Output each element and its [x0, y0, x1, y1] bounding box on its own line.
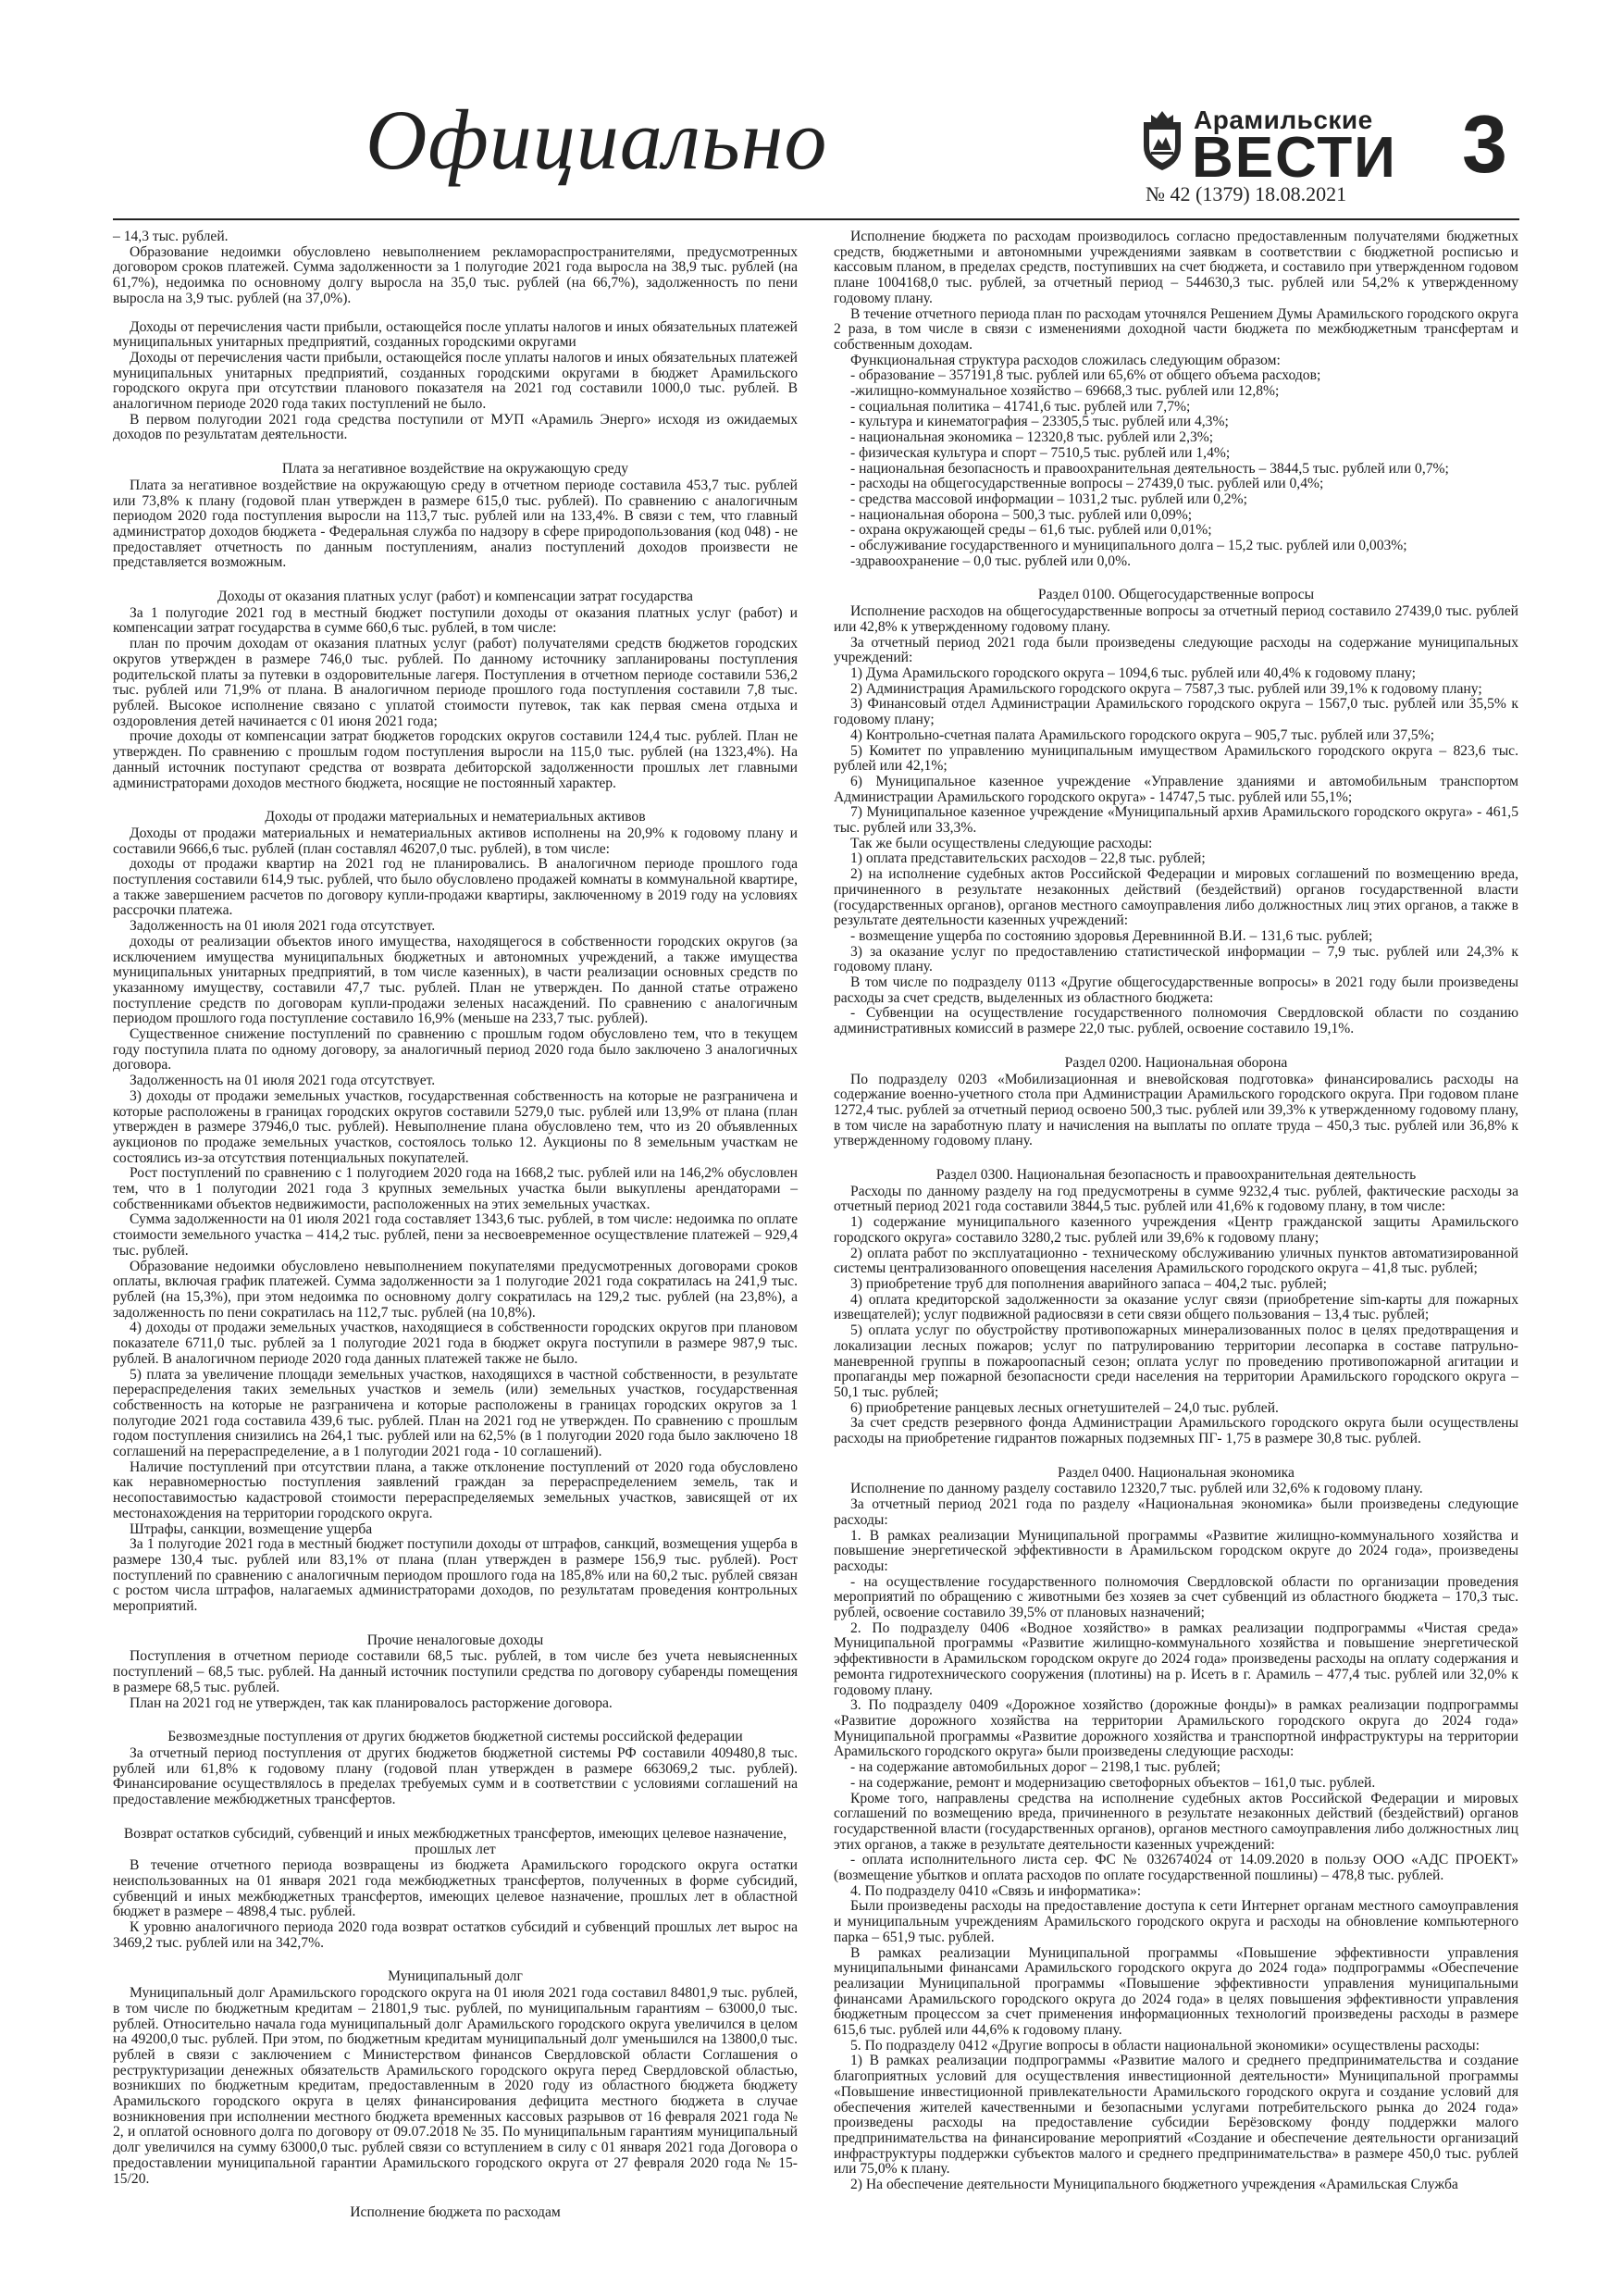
- paragraph: - средства массовой информации – 1031,2 тыс. рублей или 0,2%;: [850, 490, 1247, 507]
- paragraph: Функциональная структура расходов сложилась следующим образом:: [850, 352, 1281, 368]
- paragraph: Муниципальный долг Арамильского городского округа на 01 июля 2021 года составил 84801,9 тыс. рублей, в том числе по бюджетным кредитам – 21801,9 тыс. рублей, по муниципальным гарантиям – 63000,0 тыс. рублей. Относительно начала года муниципальный долг Арамильского городского округа увеличился в целом на 49200,0 тыс. рублей. При этом, по бюджетным кредитам муниципальный долг уменьшился на 13800,0 тыс. рублей в связи с заключением с Министерством финансов Свердловской области Соглашения о реструктуризации денежных обязательств Арамильского городского округа перед Свердловской областью, возникших по бюджетным кредитам, предоставленным в 2020 году из областного бюджета бюджету Арамильского городского округа в целях финансирования дефицита местного бюджета в случае возникновения при исполнении местного бюджета временных кассовых разрывов от 16 февраля 2021 года № 2, и оплатой основного долга по договору от 09.07.2018 № 35. По муниципальным гарантиям муниципальный долг увеличился на сумму 63000,0 тыс. рублей связи со вступлением в силу с 01 января 2021 года Договора о предоставлении муниципальной гарантии Арамильского городского округа от 27 февраля 2020 года № 15-15/20.: [113, 1985, 798, 2187]
- paragraph: 4) доходы от продажи земельных участков, находящиеся в собственности городских округов при плановом показателе 6711,0 тыс. рублей за 1 полугодие 2021 года в бюджет округа поступили в размере 987,9 тыс. рублей. В аналогичном периоде 2020 года данных платежей также не было.: [113, 1320, 798, 1367]
- paragraph-gap: [834, 569, 1518, 582]
- paragraph: прочие доходы от компенсации затрат бюджетов городских округов составили 124,4 тыс. рублей. План не утвержден. По сравнению с прошлым годом поступления выросли на 115,0 тыс. рублей (на 1323,4%). На данный источник поступают средства от возврата дебиторской задолженности прошлых лет главными администраторами доходов местного бюджета, носящие не постоянный характер.: [113, 728, 798, 791]
- paragraph: Сумма задолженности на 01 июля 2021 года составляет 1343,6 тыс. рублей, в том числе: недоимка по оплате стоимости земельного участка – 414,2 тыс. рублей, пени за несвоевременное осуществление платежей – 929,4 тыс. рублей.: [113, 1211, 798, 1259]
- paragraph: 1) оплата представительских расходов – 22,8 тыс. рублей;: [850, 850, 1206, 867]
- paragraph: - расходы на общегосударственные вопросы – 27439,0 тыс. рублей или 0,4%;: [850, 476, 1324, 492]
- paragraph: За отчетный период 2021 года по разделу «Национальная экономика» были произведены следующие расходы:: [834, 1496, 1518, 1528]
- section-heading: Муниципальный долг: [388, 1968, 523, 1985]
- section-heading: Раздел 0200. Национальная оборона: [1064, 1054, 1288, 1071]
- paragraph: За счет средств резервного фонда Администрации Арамильского городского округа были осуществлены расходы на приобретение гидрантов пожарных подземных ПГ- 1,75 в размере 30,8 тыс. рублей.: [834, 1415, 1518, 1447]
- paragraph: В рамках реализации Муниципальной программы «Повышение эффективности управления муниципальными финансами Арамильского городского округа до 2024 года» подпрограммы «Обеспечение реализации Муниципальной программы «Повышение эффективности управления муниципальными финансами Арамильского городского округа до 2024 года» в целях повышения эффективности управления бюджетным процессом за счет применения информационных технологий произведены расходы в размере 615,6 тыс. рублей или 44,6% к годовому плану.: [834, 1944, 1518, 2039]
- paragraph: Исполнение бюджета по расходам производилось согласно предоставленным получателями бюджетных средств, бюджетными и автономными учреждениями заявкам в соответствии с бюджетной росписью и кассовым планом, в пределах средств, поступивших на счет бюджета, и составило при утвержденном годовом плане 1004168,0 тыс. рублей, за отчетный период – 544630,3 тыс. рублей или 54,2% к утвержденному годовому плану.: [834, 229, 1518, 306]
- paragraph: Доходы от перечисления части прибыли, остающейся после уплаты налогов и иных обязательных платежей муниципальных унитарных предприятий, созданных городскими округами в бюджет Арамильского городского округа при отсутствии планового показателя на 2021 год составили 1000,0 тыс. рублей. В аналогичном периоде 2020 года таких поступлений не было.: [113, 349, 798, 413]
- paragraph: -жилищно-коммунальное хозяйство – 69668,3 тыс. рублей или 12,8%;: [850, 383, 1280, 400]
- paragraph-gap: [113, 791, 798, 804]
- paragraph-gap: [113, 307, 798, 320]
- paragraph: Так же были осуществлены следующие расходы:: [850, 835, 1153, 851]
- paragraph: - Субвенции на осуществление государственного полномочия Свердловской области по созданию административных комиссий в размере 22,0 тыс. рублей, освоение составило 19,1%.: [834, 1005, 1518, 1037]
- logo-main-text: ВЕСТИ: [1192, 126, 1397, 190]
- paragraph: 4) Контрольно-счетная палата Арамильского городского округа – 905,7 тыс. рублей или 37,5%;: [850, 726, 1435, 743]
- section-heading: Прочие неналоговые доходы: [366, 1632, 544, 1648]
- paragraph: 2) Администрация Арамильского городского округа – 7587,3 тыс. рублей или 39,1% к годовому плану;: [850, 680, 1482, 697]
- paragraph-gap: [113, 571, 798, 584]
- header-rule: [113, 218, 1519, 220]
- paragraph: 6) Муниципальное казенное учреждение «Управление зданиями и автомобильным транспортом Администрации Арамильского городского округа» - 14747,5 тыс. рублей или 55,1%;: [834, 773, 1518, 805]
- paragraph-gap: [113, 1951, 798, 1964]
- section-title: Официально: [365, 93, 828, 187]
- section-heading: Раздел 0400. Национальная экономика: [1058, 1464, 1295, 1481]
- paragraph: 3) Финансовый отдел Администрации Арамильского городского округа – 1567,0 тыс. рублей или 35,5% к годовому плану;: [834, 696, 1518, 728]
- paragraph-gap: [834, 1149, 1518, 1162]
- paragraph: - культура и кинематография – 23305,5 тыс. рублей или 4,3%;: [850, 414, 1229, 430]
- paragraph: Плата за негативное воздействие на окружающую среду в отчетном периоде составила 453,7 тыс. рублей или 73,8% к плану (годовой план утвержден в размере 615,0 тыс. рублей). По сравнению с аналогичным периодом 2020 года поступления выросли на 113,7 тыс. рублей или на 133,4%. В связи с тем, что главный администратор доходов бюджета - Федеральная служба по надзору в сфере природопользования (код 048) - не предоставляет отчетность по данным поступлениям, анализ поступлений доходов произвести не представляется возможным.: [113, 477, 798, 571]
- paragraph: - оплата исполнительного листа сер. ФС № 032674024 от 14.09.2020 в пользу ООО «АДС ПРОЕКТ» (возмещение убытков и оплата расходов по оплате государственной пошлины) – 478,8 тыс. рублей.: [834, 1852, 1518, 1884]
- paragraph: - на осуществление государственного полномочия Свердловской области по организации проведения мероприятий по обращению с животными без хозяев за счет субвенций из областного бюджета – 170,3 тыс. рублей, освоение составило 39,5% от плановых назначений;: [834, 1573, 1518, 1621]
- paragraph: 1) Дума Арамильского городского округа – 1094,6 тыс. рублей или 40,4% к годовому плану;: [850, 664, 1416, 681]
- paragraph: 3) приобретение труб для пополнения аварийного запаса – 404,2 тыс. рублей;: [850, 1276, 1327, 1292]
- section-heading: Исполнение бюджета по расходам: [350, 2204, 561, 2221]
- paragraph: В течение отчетного периода план по расходам уточнялся Решением Думы Арамильского городского округа 2 раза, в том числе в связи с изменениями доходной части бюджета по межбюджетным трансфертам и собственным доходам.: [834, 305, 1518, 353]
- paragraph: - на содержание автомобильных дорог – 2198,1 тыс. рублей;: [850, 1759, 1220, 1776]
- paragraph-gap: [113, 443, 798, 456]
- paragraph: В первом полугодии 2021 года средства поступили от МУП «Арамиль Энерго» исходя из ожидаемых доходов по результатам деятельности.: [113, 411, 798, 443]
- paragraph: За отчетный период 2021 года были произведены следующие расходы на содержание муниципальных учреждений:: [834, 634, 1518, 666]
- section-heading: Доходы от оказания платных услуг (работ) и компенсации затрат государства: [217, 589, 693, 605]
- issue-info: № 42 (1379) 18.08.2021: [1146, 182, 1347, 205]
- masthead: [0, 0, 1623, 231]
- paragraph: К уровню аналогичного периода 2020 года возврат остатков субсидий и субвенций прошлых лет вырос на 3469,2 тыс. рублей или на 342,7%.: [113, 1919, 798, 1951]
- paragraph: - обслуживание государственного и муниципального долга – 15,2 тыс. рублей или 0,003%;: [850, 538, 1407, 554]
- paragraph: За 1 полугодие 2021 года в местный бюджет поступили доходы от штрафов, санкций, возмещения ущерба в размере 130,4 тыс. рублей или 83,1% от плана (план утвержден в размере 156,9 тыс. рублей). Рост поступлений по сравнению с аналогичным периодом прошлого года на 185,8% или на 60,2 тыс. рублей связан с ростом числа штрафов, налагаемых администраторами доходов, по результатам проведения контрольных мероприятий.: [113, 1536, 798, 1615]
- paragraph: 1) содержание муниципального казенного учреждения «Центр гражданской защиты Арамильского городского округа» составило 3280,2 тыс. рублей или 39,6% к годовому плану;: [834, 1214, 1518, 1246]
- paragraph: - национальная экономика – 12320,8 тыс. рублей или 2,3%;: [850, 429, 1214, 446]
- paragraph: - образование – 357191,8 тыс. рублей или 65,6% от общего объема расходов;: [850, 367, 1321, 384]
- paragraph-gap: [113, 1808, 798, 1821]
- paragraph: 5) оплата услуг по обустройству противопожарных минерализованных полос в целях предотвращения и локализации лесных пожаров; услуг по патрулированию территории лесопарка в составе патрульно-маневренной группы в пожароопасный сезон; оплата услуг по проведению противопожарной агитации и пропаганды мер пожарной безопасности среди населения на территории Арамильского городского округа – 50,1 тыс. рублей;: [834, 1322, 1518, 1400]
- section-heading: Возврат остатков субсидий, субвенций и иных межбюджетных трансфертов, имеющих целевое назначение, прошлых лет: [123, 1825, 787, 1857]
- paragraph: 5. По подразделу 0412 «Другие вопросы в области национальной экономики» осуществлены расходы:: [850, 2037, 1480, 2054]
- paragraph: Задолженность на 01 июля 2021 года отсутствует.: [130, 918, 436, 935]
- page-number: 3: [1462, 98, 1507, 190]
- paragraph: 4) оплата кредиторской задолженности за оказание услуг связи (приобретение sim-карты для пожарных извещателей); услуг подвижной радиосвязи в сети связи общего пользования – 13,4 тыс. рублей;: [834, 1291, 1518, 1323]
- paragraph: - возмещение ущерба по состоянию здоровья Деревнинной В.И. – 131,6 тыс. рублей;: [850, 927, 1373, 944]
- right-column: [834, 230, 1518, 2193]
- paragraph: доходы от реализации объектов иного имущества, находящегося в собственности городских округов (за исключением имущества муниципальных бюджетных и автономных учреждений, а также имущества муниципальных унитарных предприятий, в том числе казенных), в части реализации основных средств по указанному имуществу, составили 47,7 тыс. рублей. План не утвержден. По данной статье отражено поступление средств по договорам купли-продажи зеленых насаждений. По сравнению с аналогичным периодом прошлого года поступление составило 16,9% (меньше на 233,7 тыс. рублей).: [113, 933, 798, 1027]
- paragraph: Задолженность на 01 июля 2021 года отсутствует.: [130, 1073, 436, 1089]
- paragraph: Существенное снижение поступлений по сравнению с прошлым годом обусловлено тем, что в текущем году поступила плата по одному договору, за аналогичный период 2020 года было заключено 3 аналогичных договора.: [113, 1026, 798, 1074]
- paragraph: Рост поступлений по сравнению с 1 полугодием 2020 года на 1668,2 тыс. рублей или на 146,2% обусловлен тем, что в 1 полугодии 2021 года 3 крупных земельных участка были выкуплены арендаторами – собственниками объектов недвижимости, расположенных на этих земельных участках.: [113, 1165, 798, 1212]
- paragraph: Были произведены расходы на предоставление доступа к сети Интернет органам местного самоуправления и муниципальным учреждениям Арамильского городского округа и расходы на обновление компьютерного парка – 651,9 тыс. рублей.: [834, 1898, 1518, 1945]
- paragraph: В течение отчетного периода возвращены из бюджета Арамильского городского округа остатки неиспользованных на 01 января 2021 года межбюджетных трансфертов, полученных в форме субсидий, субвенций и иных межбюджетных трансфертов, имеющих целевое назначение, прошлых лет в областной бюджет в размере – 4898,4 тыс. рублей.: [113, 1857, 798, 1920]
- paragraph: доходы от продажи квартир на 2021 год не планировались. В аналогичном периоде прошлого года поступления составили 614,9 тыс. рублей, что было обусловлено продажей комнаты в коммунальной квартире, а также завершением расчетов по договору купли-продажи квартиры, заключенному в 2019 году на условиях рассрочки платежа.: [113, 856, 798, 919]
- paragraph: 2) оплата работ по эксплуатационно - техническому обслуживанию уличных пунктов автоматизированной системы централизованного оповещения населения Арамильского городского округа – 41,8 тыс. рублей;: [834, 1245, 1518, 1277]
- paragraph: 3) доходы от продажи земельных участков, государственная собственность на которые не разграничена и которые расположены в границах городских округов составили 5279,0 тыс. рублей или 13,9% от плана (план утвержден в размере 37946,0 тыс. рублей). Невыполнение плана обусловлено тем, что из 20 объявленных аукционов по продаже земельных участков, состоялось только 12. Аукционы по 8 земельным участкам не состоялись из-за отсутствия потенциальных покупателей.: [113, 1087, 798, 1166]
- paragraph: - национальная оборона – 500,3 тыс. рублей или 0,09%;: [850, 506, 1193, 523]
- paragraph-gap: [834, 1447, 1518, 1460]
- paragraph: 2) на исполнение судебных актов Российской Федерации и мировых соглашений по возмещению вреда, причиненного в результате незаконных действий (бездействий) органов государственной власти (государственных органов), органов местного самоуправления либо должностных лиц этих органов, а также в результате деятельности казенных учреждений:: [834, 866, 1518, 929]
- paragraph-gap: [113, 1711, 798, 1724]
- paragraph: 6) приобретение ранцевых лесных огнетушителей – 24,0 тыс. рублей.: [850, 1399, 1279, 1416]
- paragraph: 3. По подразделу 0409 «Дорожное хозяйство (дорожные фонды)» в рамках реализации подпрограммы «Развитие дорожного хозяйства на территории Арамильского городского округа до 2024 года» Муниципальной программы «Развитие дорожного хозяйства и транспортной инфраструктуры на территории Арамильского городского округа» были произведены следующие расходы:: [834, 1697, 1518, 1760]
- section-heading: Плата за негативное воздействие на окружающую среду: [281, 461, 629, 478]
- paragraph: Доходы от продажи материальных и нематериальных активов исполнены на 20,9% к годовому плану и составили 9666,6 тыс. рублей (план составлял 46207,0 тыс. рублей), в том числе:: [113, 825, 798, 857]
- paragraph: Поступления в отчетном периоде составили 68,5 тыс. рублей, в том числе без учета невыясненных поступлений – 68,5 тыс. рублей. На данный источник поступили средства по договору субаренды помещения в размере 68,5 тыс. рублей.: [113, 1648, 798, 1695]
- paragraph: Наличие поступлений при отсутствии плана, а также отклонение поступлений от 2020 года обусловлено как неравномерностью поступления заявлений граждан за перераспределением земель, так и несопоставимостью кадастровой стоимости перераспределяемых земельных участков, зависящей от их местонахождения на территории городского округа.: [113, 1458, 798, 1521]
- section-heading: Раздел 0300. Национальная безопасность и правоохранительная деятельность: [935, 1167, 1417, 1184]
- paragraph: Образование недоимки обусловлено невыполнением покупателями предусмотренных договорами сроков оплаты, включая график платежей. Сумма задолженности за 1 полугодие 2021 года сократилась на 241,9 тыс. рублей (на 15,3%), при этом недоимка по основному долгу сократилась на 129,2 тыс. рублей (на 23,8%), а задолженность по пени сократилась на 112,7 тыс. рублей (на 10,8%).: [113, 1258, 798, 1321]
- paragraph: 5) плата за увеличение площади земельных участков, находящихся в частной собственности, в результате перераспределения таких земельных участков и земель (или) земельных участков, государственная собственность на которые не разграничена и которые расположены в границах городских округов за 1 полугодие 2021 года составила 439,6 тыс. рублей. План на 2021 год не утвержден. По сравнению с прошлым годом поступления снизились на 264,1 тыс. рублей или на 62,5% (в 1 полугодии 2020 года было заключено 18 соглашений на перераспределение, а в 1 полугодии 2021 года - 10 соглашений).: [113, 1366, 798, 1460]
- paragraph: 3) за оказание услуг по предоставлению статистической информации – 7,9 тыс. рублей или 24,3% к годовому плану.: [834, 943, 1518, 975]
- paragraph-gap: [113, 2187, 798, 2200]
- paragraph: 2. По подразделу 0406 «Водное хозяйство» в рамках реализации подпрограммы «Чистая среда» Муниципальной программы «Развитие жилищно-коммунального хозяйства и повышение энергетической эффективности в Арамильском городском округе до 2024 года» произведены расходы на оплату содержания и ремонта гидротехнического сооружения (плотины) на р. Исеть в г. Арамиль – 477,4 тыс. рублей или 32,0% к годовому плану.: [834, 1620, 1518, 1698]
- paragraph: Исполнение по данному разделу составило 12320,7 тыс. рублей или 32,6% к годовому плану.: [850, 1481, 1423, 1497]
- paragraph: план по прочим доходам от оказания платных услуг (работ) получателями средств бюджетов городских округов утвержден в размере 746,0 тыс. рублей. По данному источнику запланированы поступления родительской платы за путевки в оздоровительные лагеря. Поступления в отчетном периоде составили 536,2 тыс. рублей или 71,9% от плана. В аналогичном периоде прошлого года поступления составили 7,8 тыс. рублей. Высокое исполнение связано с уплатой стоимости путевок, так как первая смена отдыха и оздоровления детей начинается с 01 июня 2021 года;: [113, 636, 798, 729]
- paragraph: 1) В рамках реализации подпрограммы «Развитие малого и среднего предпринимательства и создание благоприятных условий для осуществления инвестиционной деятельности» Муниципальной программы «Повышение инвестиционной привлекательности Арамильского городского округа и создание условий для обеспечения жителей качественными и безопасными услугами потребительского рынка до 2024 года» произведены расходы на предоставление субсидии Берёзовскому фонду поддержки малого предпринимательства на финансирование мероприятий «Создание и обеспечение деятельности организаций инфраструктуры поддержки субъектов малого и среднего предпринимательства» в размере 450,0 тыс. рублей или 75,0% к плану.: [834, 2053, 1518, 2178]
- paragraph: - охрана окружающей среды – 61,6 тыс. рублей или 0,01%;: [850, 522, 1212, 539]
- paragraph: Доходы от перечисления части прибыли, остающейся после уплаты налогов и иных обязательных платежей муниципальных унитарных предприятий, созданных городскими округами: [113, 318, 798, 351]
- paragraph: Образование недоимки обусловлено невыполнением рекламораспространителями, предусмотренных договором сроков платежей. Сумма задолженности за 1 полугодие 2021 года выросла на 38,9 тыс. рублей (на 61,7%), недоимка по основному долгу выросла на 35,0 тыс. рублей (на 66,7%), задолженность по пени выросла на 3,9 тыс. рублей (на 37,0%).: [113, 243, 798, 306]
- coat-of-arms-icon: [1140, 109, 1184, 172]
- paragraph: За отчетный период поступления от других бюджетов бюджетной системы РФ составили 409480,8 тыс. рублей или 61,8% к годовому плану (годовой план утвержден в размере 663069,2 тыс. рублей). Финансирование осуществлялось в пределах требуемых сумм и в соответствии с условиями соглашений на предоставление межбюджетных трансфертов.: [113, 1744, 798, 1808]
- paragraph: - национальная безопасность и правоохранительная деятельность – 3844,5 тыс. рублей или 0,7%;: [850, 460, 1449, 477]
- paragraph: 4. По подразделу 0410 «Связь и информатика»:: [850, 1882, 1142, 1899]
- paragraph: Штрафы, санкции, возмещение ущерба: [130, 1520, 373, 1537]
- section-heading: Доходы от продажи материальных и нематериальных активов: [265, 809, 646, 825]
- paragraph: В том числе по подразделу 0113 «Другие общегосударственные вопросы» в 2021 году были произведены расходы за счет средств, выделенных из областного бюджета:: [834, 974, 1518, 1006]
- paragraph-gap: [113, 1615, 798, 1628]
- left-column: [113, 230, 798, 2222]
- paragraph: 7) Муниципальное казенное учреждение «Муниципальный архив Арамильского городского округа» - 461,5 тыс. рублей или 33,3%.: [834, 804, 1518, 837]
- paragraph: - социальная политика – 41741,6 тыс. рублей или 7,7%;: [850, 398, 1191, 415]
- paragraph: Расходы по данному разделу на год предусмотрены в сумме 9232,4 тыс. рублей, фактические расходы за отчетный период 2021 года составили 3844,5 тыс. рублей или 41,6% к годовому плану, в том числе:: [834, 1183, 1518, 1215]
- paragraph: 1. В рамках реализации Муниципальной программы «Развитие жилищно-коммунального хозяйства и повышение энергетической эффективности в Арамильском городском округе до 2024 года», произведены расходы:: [834, 1527, 1518, 1574]
- paragraph: – 14,3 тыс. рублей.: [113, 229, 229, 244]
- paragraph: Кроме того, направлены средства на исполнение судебных актов Российской Федерации и мировых соглашений по возмещению вреда, причиненного в результате незаконных действий (бездействий) органов государственной власти (государственных органов), органов местного самоуправления либо должностных лиц этих органов, а также в результате деятельности казенных учреждений:: [834, 1790, 1518, 1853]
- paragraph: - на содержание, ремонт и модернизацию светофорных объектов – 161,0 тыс. рублей.: [850, 1774, 1376, 1791]
- paragraph: - физическая культура и спорт – 7510,5 тыс. рублей или 1,4%;: [850, 444, 1231, 461]
- section-heading: Раздел 0100. Общегосударственные вопросы: [1037, 587, 1315, 603]
- paragraph: По подразделу 0203 «Мобилизационная и вневойсковая подготовка» финансировались расходы на содержание военно-учетного стола при Администрации Арамильского городского округа. При годовом плане 1272,4 тыс. рублей за отчетный период освоено 500,3 тыс. рублей или 39,3% к утвержденному годовому плану, в том числе на заработную плату и начисления на выплаты по оплате труда – 450,3 тыс. рублей или 36,8% к утвержденному годовому плану.: [834, 1071, 1519, 1149]
- logo-top-text: Арамильские: [1194, 105, 1373, 134]
- section-heading: Безвозмездные поступления от других бюджетов бюджетной системы российской федерации: [167, 1729, 743, 1745]
- paragraph: -здравоохранение – 0,0 тыс. рублей или 0,0%.: [850, 552, 1131, 569]
- paragraph: За 1 полугодие 2021 год в местный бюджет поступили доходы от оказания платных услуг (работ) и компенсации затрат государства в сумме 660,6 тыс. рублей, в том числе:: [113, 604, 798, 637]
- paragraph: 5) Комитет по управлению муниципальным имуществом Арамильского городского округа – 823,6 тыс. рублей или 42,1%;: [834, 742, 1518, 775]
- paragraph: План на 2021 год не утвержден, так как планировалось расторжение договора.: [130, 1694, 613, 1711]
- paragraph: 2) На обеспечение деятельности Муниципального бюджетного учреждения «Арамильская Служба: [850, 2177, 1458, 2193]
- paragraph: Исполнение расходов на общегосударственные вопросы за отчетный период составило 27439,0 тыс. рублей или 42,8% к утвержденному годовому плану.: [834, 603, 1518, 635]
- paragraph-gap: [834, 1037, 1518, 1050]
